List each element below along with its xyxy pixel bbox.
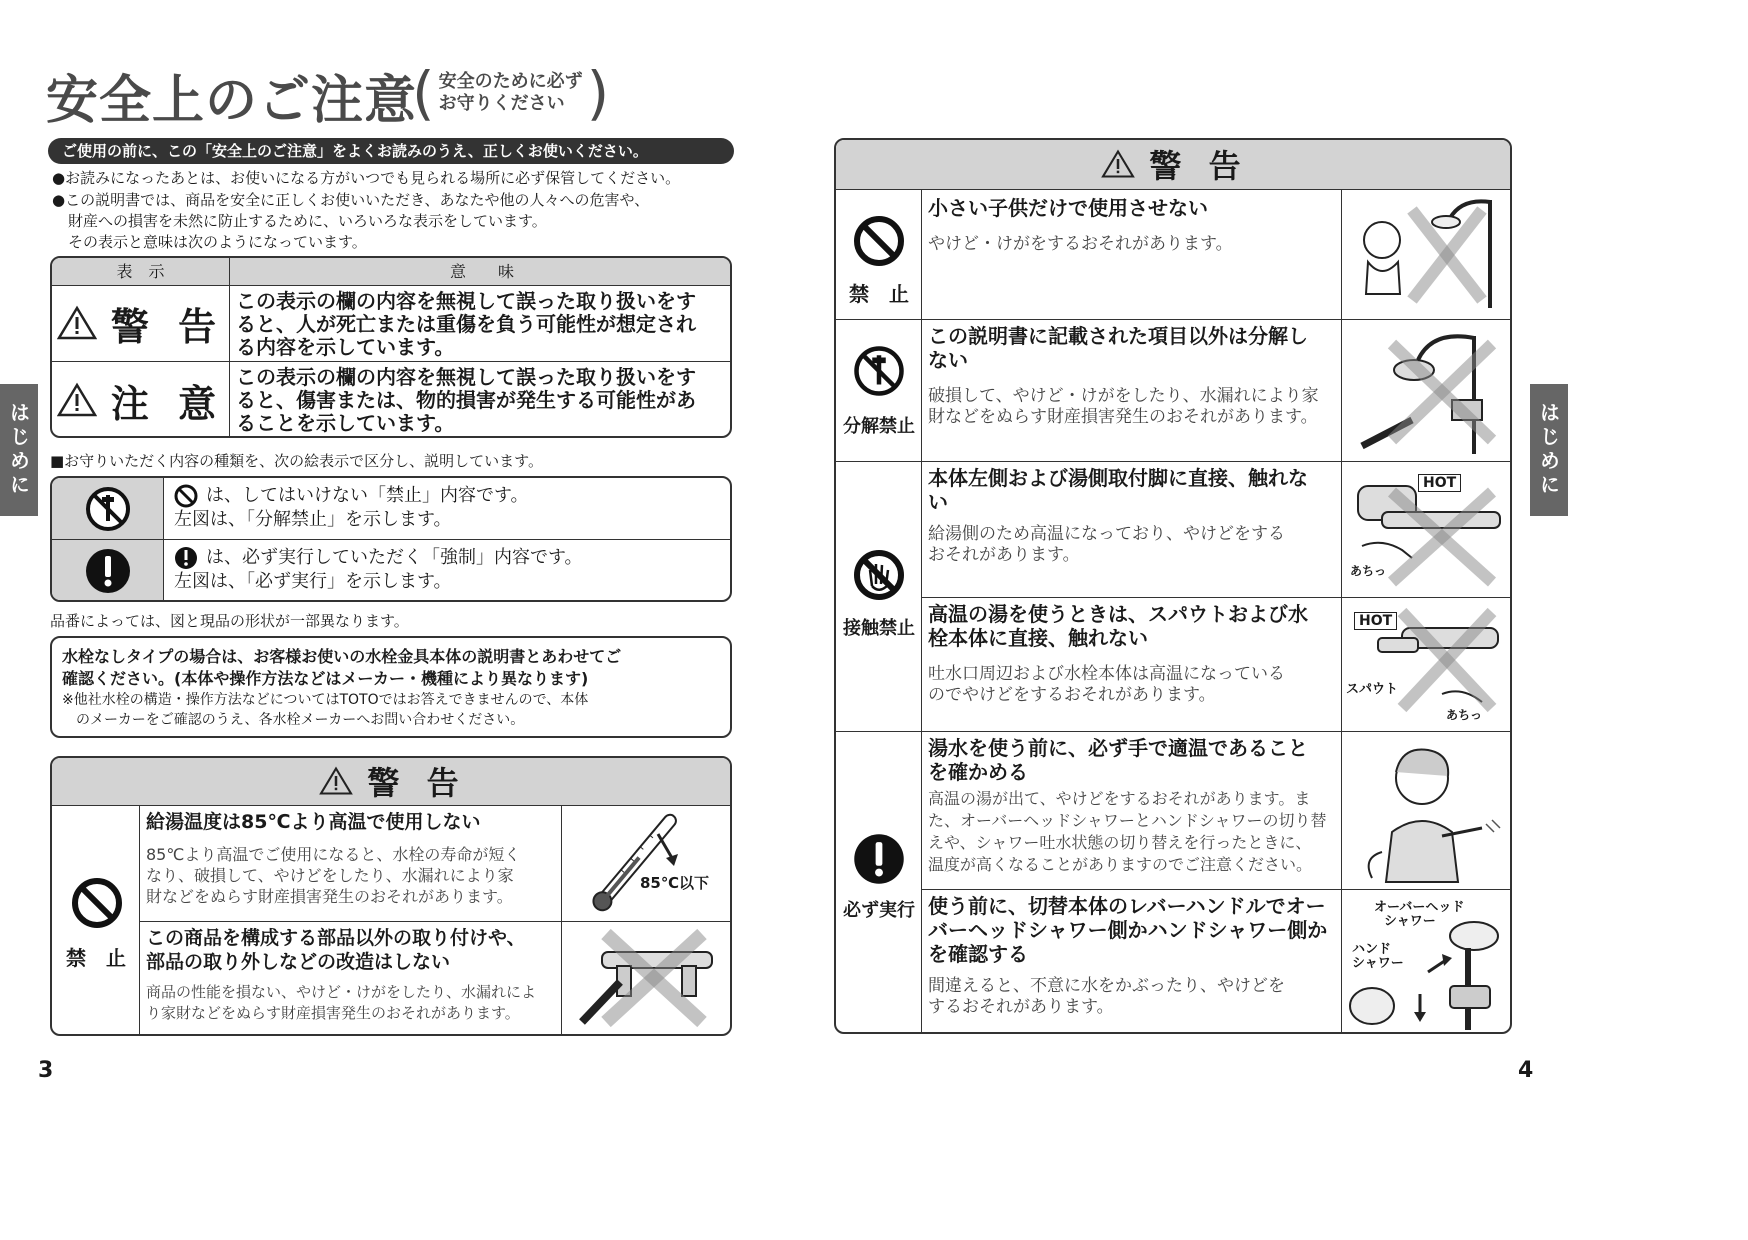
lever-check-warning-text: 使う前に、切替本体のレバーハンドルでオー バーヘッドシャワー側かハンドシャワー側か を確認する 間違えると、不意に水をかぶったり、やけどを するおそれがあります。 bbox=[922, 890, 1342, 1034]
hot-body-illustration: HOT あちっ bbox=[1342, 462, 1512, 598]
meaning-table bbox=[50, 256, 732, 438]
disassembly-prohibited-cell: 分解禁止 bbox=[836, 320, 922, 462]
symbol-note: ■お守りいただく内容の種類を、次の絵表示で区分し、説明しています。 bbox=[50, 452, 543, 470]
left-prohibited-cell: 禁 止 bbox=[52, 806, 140, 1036]
caution-triangle-icon bbox=[57, 382, 97, 418]
page-title: 安全上のご注意 bbox=[46, 71, 418, 131]
child-shower-illustration-icon bbox=[1342, 190, 1512, 318]
subtitle-line1: 安全のために必ず bbox=[438, 71, 583, 92]
mandatory-action-icon bbox=[852, 832, 906, 886]
shape-note: 品番によっては、図と現品の形状が一部異なります。 bbox=[50, 612, 409, 630]
mandatory-cell: 必ず実行 bbox=[836, 732, 922, 1034]
mandatory-action-icon bbox=[84, 547, 132, 595]
mandatory-cell bbox=[52, 540, 164, 602]
temperature-check-warning-text: 湯水を使う前に、必ず手で適温であること を確かめる 高温の湯が出て、やけどをするおそれがあります。ま た、オーバーヘッドシャワーとハンドシャワーの切り替 えや、シャワー吐水状態の切り替えを行ったときに、 温度が高くなることがありますのでご注意ください。 bbox=[922, 732, 1342, 890]
mandatory-small-icon bbox=[174, 546, 198, 570]
table-header-meaning: 意 味 bbox=[230, 258, 732, 286]
no-touch-icon bbox=[852, 548, 906, 602]
page-number-right: 4 bbox=[1518, 1058, 1534, 1083]
side-tab-left: はじめに bbox=[0, 384, 38, 516]
prohibited-description: は、してはいけない「禁止」内容です。 左図は、「分解禁止」を示します。 bbox=[164, 478, 732, 540]
contact-prohibited-cell: 接触禁止 bbox=[836, 462, 922, 732]
hand-temperature-illustration bbox=[1342, 732, 1512, 890]
subtitle-line2: お守りください bbox=[438, 93, 565, 114]
intro-bullet-2-line2: 財産への損害を未然に防止するために、いろいろな表示をしています。 bbox=[68, 212, 547, 230]
thermometer-icon bbox=[562, 806, 732, 920]
intro-bullet-2-line3: その表示と意味は次のようになっています。 bbox=[68, 233, 367, 251]
table-header-display: 表 示 bbox=[52, 258, 230, 286]
disassembly-prohibited-cell bbox=[52, 478, 164, 540]
disassembly-prohibited-icon bbox=[84, 485, 132, 533]
faucet-modification-illustration bbox=[562, 922, 732, 1036]
child-prohibited-cell: 禁 止 bbox=[836, 190, 922, 320]
warning-label-cell bbox=[52, 286, 230, 362]
warning-triangle-icon bbox=[1101, 149, 1135, 179]
thermometer-illustration: 85℃以下 bbox=[562, 806, 732, 922]
disassembly-warning-text: この説明書に記載された項目以外は分解し ない 破損して、やけど・けがをしたり、水漏れにより家 財などをぬらす財産損害発生のおそれがあります。 bbox=[922, 320, 1342, 462]
hot-spout-illustration: HOT スパウト あちっ bbox=[1342, 598, 1512, 732]
child-shower-illustration bbox=[1342, 190, 1512, 320]
shower-screwdriver-illustration-icon bbox=[1342, 320, 1512, 460]
side-tab-right: はじめに bbox=[1530, 384, 1568, 516]
prohibited-icon bbox=[174, 484, 198, 508]
disassembly-prohibited-icon bbox=[852, 344, 906, 398]
prohibited-icon bbox=[70, 876, 124, 930]
warning-label: 警 告 bbox=[110, 304, 225, 349]
faucet-wrench-illustration bbox=[562, 922, 732, 1034]
left-warning-table bbox=[50, 756, 732, 1036]
prohibited-icon bbox=[852, 214, 906, 268]
right-warning-header: 警 告 bbox=[836, 140, 1512, 190]
shower-switch-illustration: オーバーヘッド シャワー ハンド シャワー bbox=[1342, 890, 1512, 1034]
caution-meaning: この表示の欄の内容を無視して誤った取り扱いをす ると、傷害または、物的損害が発生する可能性があ ることを示しています。 bbox=[236, 365, 696, 435]
body-left-touch-warning-text: 本体左側および湯側取付脚に直接、触れな い 給湯側のため高温になっており、やけどをする おそれがあります。 bbox=[922, 462, 1342, 598]
intro-bullet-2-line1: ●この説明書では、商品を安全に正しくお使いいただき、あなたや他の人々への危害や、 bbox=[52, 191, 650, 209]
mandatory-description: は、必ず実行していただく「強制」内容です。 左図は、「必ず実行」を示します。 bbox=[174, 547, 583, 592]
spout-touch-warning-text: 高温の湯を使うときは、スパウトおよび水 栓本体に直接、触れない 吐水口周辺および水栓本体は高温になっている のでやけどをするおそれがあります。 bbox=[922, 598, 1342, 732]
right-warning-table bbox=[834, 138, 1512, 1034]
disassembly-shower-illustration bbox=[1342, 320, 1512, 462]
person-testing-water-illustration-icon bbox=[1342, 732, 1512, 888]
child-warning-text: 小さい子供だけで使用させない やけど・けがをするおそれがあります。 bbox=[922, 190, 1342, 320]
warning-triangle-icon bbox=[319, 766, 353, 796]
warning-meaning: この表示の欄の内容を無視して誤った取り扱いをす ると、人が死亡または重傷を負う可能性が想定され る内容を示しています。 bbox=[230, 286, 732, 362]
symbol-table bbox=[50, 476, 732, 602]
modification-warning-text: この商品を構成する部品以外の取り付けや、 部品の取り外しなどの改造はしない 商品の性能を損ない、やけど・けがをしたり、水漏れによ り家財などをぬらす財産損害発生のおそれがあります。 bbox=[140, 922, 562, 1036]
faucet-info-box: 水栓なしタイプの場合は、お客様お使いの水栓金具本体の説明書とあわせてご 確認ください。(本体や操作方法などはメーカー・機種により異なります) ※他社水栓の構造・操作方法などについてはTOTOではお答えできませんので、本体 のメーカーをご確認のうえ、各水栓メーカーへお問い合わせください。 bbox=[50, 636, 732, 738]
page-number-left: 3 bbox=[38, 1058, 54, 1083]
left-warning-header: 警 告 bbox=[52, 758, 732, 806]
warning-triangle-icon bbox=[57, 305, 97, 341]
intro-bullet-1: ●お読みになったあとは、お使いになる方がいつでも見られる場所に必ず保管してください。 bbox=[52, 169, 681, 187]
caution-label: 注 意 bbox=[110, 381, 225, 426]
intro-banner: ご使用の前に、この「安全上のご注意」をよくお読みのうえ、正しくお使いください。 bbox=[48, 138, 734, 164]
caution-label-cell bbox=[52, 362, 230, 438]
title-subtitle: ( 安全のために必ず お守りください ) bbox=[412, 59, 610, 127]
temp-warning-text: 給湯温度は85℃より高温で使用しない 85℃より高温でご使用になると、水栓の寿命が短く なり、破損して、やけどをしたり、水漏れにより家 財などをぬらす財産損害発生のおそれがあります。 bbox=[140, 806, 562, 922]
